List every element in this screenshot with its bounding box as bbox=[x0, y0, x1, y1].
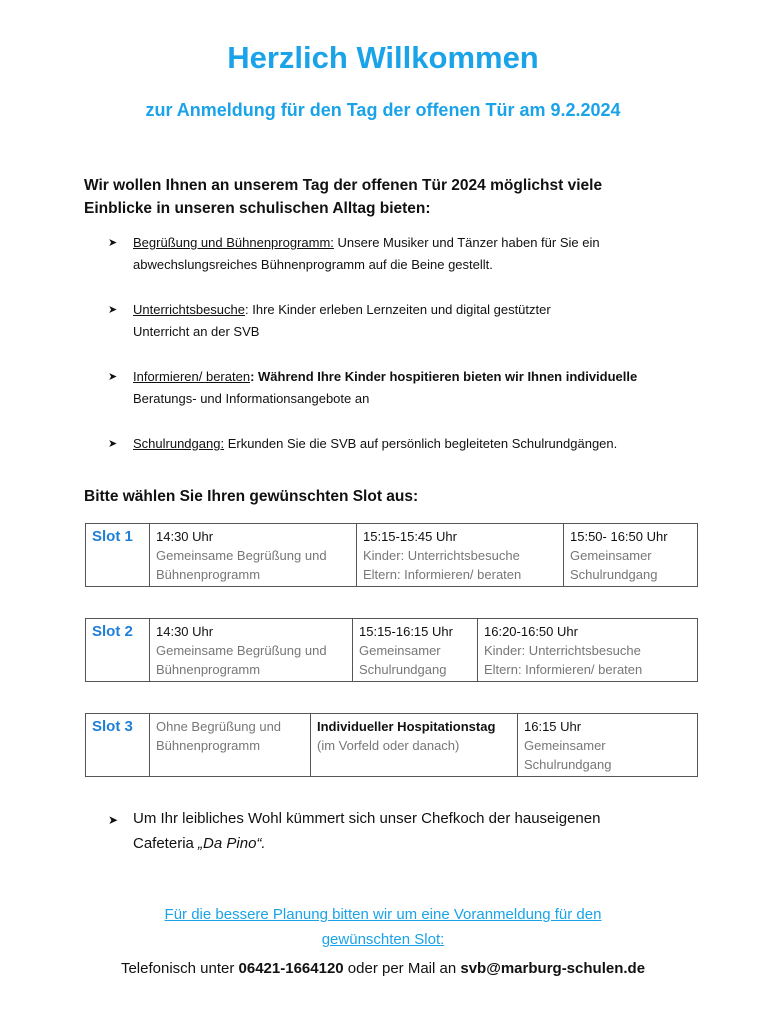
slot-3-cell-2 bbox=[311, 714, 518, 777]
slot-2-table bbox=[85, 618, 698, 682]
page-subtitle: zur Anmeldung für den Tag der offenen Tür am 9.2.2024 bbox=[145, 100, 621, 120]
slot-desc: (im Vorfeld oder danach) bbox=[317, 738, 460, 753]
list-item bbox=[108, 366, 698, 433]
bullet-text-cont: Beratungs- und Informationsangebote an bbox=[133, 391, 370, 406]
bullet-text: : Während Ihre Kinder hospitieren bieten wir Ihnen individuelle bbox=[250, 369, 638, 384]
phone-number[interactable]: 06421-1664120 bbox=[238, 960, 344, 977]
bullet-text: Erkunden Sie die SVB auf persönlich begleiteten Schulrundgängen. bbox=[224, 436, 618, 451]
slot-time: 15:15-16:15 Uhr bbox=[359, 624, 453, 639]
email-address[interactable]: svb@marburg-schulen.de bbox=[460, 960, 646, 977]
slot-desc: Gemeinsamer bbox=[524, 738, 606, 753]
slot-time: 16:20-16:50 Uhr bbox=[484, 624, 578, 639]
slot-1-table bbox=[85, 523, 698, 587]
bullet-label: Informieren/ beraten bbox=[133, 369, 251, 384]
slot-desc: Eltern: Informieren/ beraten bbox=[484, 662, 643, 677]
bullet-label: Begrüßung und Bühnenprogramm: bbox=[133, 235, 334, 250]
contact-mid: oder per Mail an bbox=[343, 960, 461, 977]
slot-time: Individueller Hospitationstag bbox=[317, 719, 496, 734]
list-item bbox=[108, 232, 698, 299]
slot-2-label: Slot 2 bbox=[86, 619, 150, 682]
bullet-text-cont: abwechslungsreiches Bühnenprogramm auf die Beine gestellt. bbox=[133, 257, 493, 272]
slot-desc: Schulrundgang bbox=[570, 567, 658, 582]
program-list bbox=[108, 232, 698, 500]
intro-line-1: Wir wollen Ihnen an unserem Tag der offenen Tür 2024 möglichst viele bbox=[84, 177, 603, 194]
slot-3-label: Slot 3 bbox=[86, 714, 150, 777]
bullet-text: : Ihre Kinder erleben Lernzeiten und digital gestützter bbox=[245, 302, 551, 317]
slot-time: 16:15 Uhr bbox=[524, 719, 582, 734]
bullet-label: Schulrundgang: bbox=[133, 436, 225, 451]
slot-1-label: Slot 1 bbox=[86, 524, 150, 587]
slot-3-cell-1 bbox=[150, 714, 311, 777]
slot-1-cell-2 bbox=[357, 524, 564, 587]
slot-desc: Bühnenprogramm bbox=[156, 567, 261, 582]
slot-2-cell-3 bbox=[478, 619, 698, 682]
planning-line-1[interactable]: Für die bessere Planung bitten wir um eine Voranmeldung für den bbox=[164, 906, 602, 923]
slot-desc: Gemeinsamer bbox=[570, 548, 652, 563]
slot-3-cell-3 bbox=[518, 714, 698, 777]
cafeteria-line-2: Cafeteria bbox=[133, 835, 199, 852]
cafeteria-text bbox=[108, 806, 698, 856]
intro-text bbox=[84, 174, 684, 220]
slot-desc: Kinder: Unterrichtsbesuche bbox=[363, 548, 520, 563]
contact-info bbox=[0, 960, 766, 977]
arrowhead-bullet-icon: ➤ bbox=[108, 304, 118, 316]
slot-time: 15:50- 16:50 Uhr bbox=[570, 529, 668, 544]
contact-pre: Telefonisch unter bbox=[120, 960, 239, 977]
cafeteria-name: „Da Pino“. bbox=[198, 835, 266, 852]
slot-desc: Bühnenprogramm bbox=[156, 738, 261, 753]
slot-desc: Gemeinsame Begrüßung und bbox=[156, 643, 327, 658]
slot-2-cell-2 bbox=[353, 619, 478, 682]
arrowhead-bullet-icon: ➤ bbox=[108, 237, 118, 249]
bullet-text-cont: Unterricht an der SVB bbox=[133, 324, 260, 339]
slot-desc: Eltern: Informieren/ beraten bbox=[363, 567, 522, 582]
arrowhead-bullet-icon: ➤ bbox=[108, 371, 118, 383]
slot-desc: Schulrundgang bbox=[524, 757, 612, 772]
slot-time: 14:30 Uhr bbox=[156, 624, 214, 639]
pre-registration-link[interactable] bbox=[0, 902, 766, 952]
planning-line-2[interactable]: gewünschten Slot: bbox=[321, 931, 445, 948]
slot-3-table bbox=[85, 713, 698, 777]
slot-desc: Kinder: Unterrichtsbesuche bbox=[484, 643, 641, 658]
slot-desc: Schulrundgang bbox=[359, 662, 447, 677]
cafeteria-note bbox=[108, 806, 698, 856]
bullet-text: Unsere Musiker und Tänzer haben für Sie ein bbox=[333, 235, 600, 250]
slot-time: 15:15-15:45 Uhr bbox=[363, 529, 457, 544]
slot-desc: Gemeinsamer bbox=[359, 643, 441, 658]
slots-heading: Bitte wählen Sie Ihren gewünschten Slot aus: bbox=[84, 488, 419, 505]
slot-1-cell-3 bbox=[564, 524, 698, 587]
slot-desc: Ohne Begrüßung und bbox=[156, 719, 282, 734]
slot-time: 14:30 Uhr bbox=[156, 529, 214, 544]
slot-2-cell-1 bbox=[150, 619, 353, 682]
intro-line-2: Einblicke in unseren schulischen Alltag bieten: bbox=[84, 200, 431, 217]
slot-1-cell-1 bbox=[150, 524, 357, 587]
bullet-label: Unterrichtsbesuche bbox=[133, 302, 245, 317]
cafeteria-line-1: Um Ihr leibliches Wohl kümmert sich unser Chefkoch der hauseigenen bbox=[133, 810, 601, 827]
slot-desc: Gemeinsame Begrüßung und bbox=[156, 548, 327, 563]
page-title: Herzlich Willkommen bbox=[227, 40, 539, 75]
arrowhead-bullet-icon: ➤ bbox=[108, 813, 119, 827]
list-item bbox=[108, 299, 698, 366]
arrowhead-bullet-icon: ➤ bbox=[108, 438, 118, 450]
slot-desc: Bühnenprogramm bbox=[156, 662, 261, 677]
